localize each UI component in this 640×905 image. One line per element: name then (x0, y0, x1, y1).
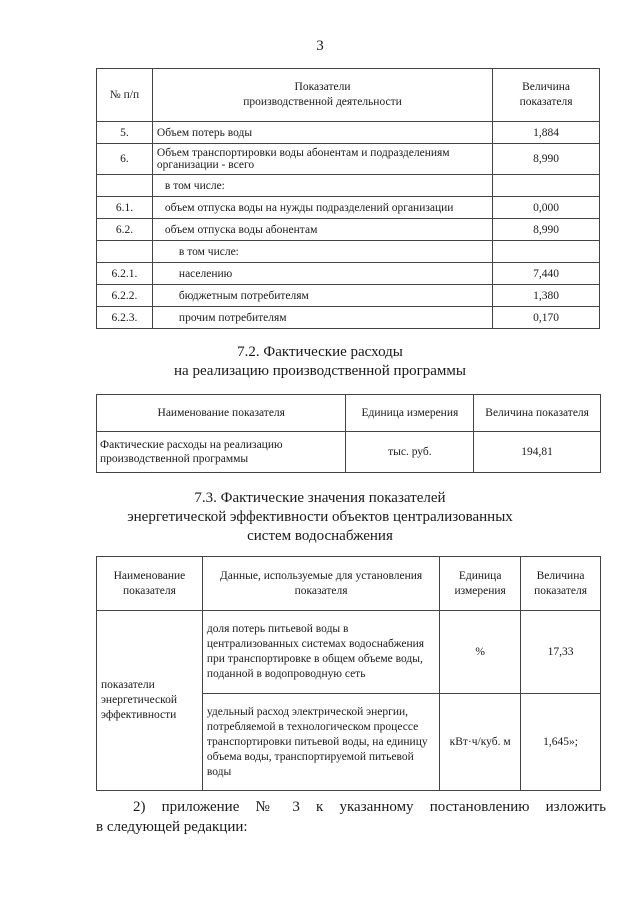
row-value: 1,645»; (521, 694, 601, 791)
header-unit: Единица измерения (440, 557, 521, 611)
row-unit: % (440, 611, 521, 694)
row-value: 194,81 (474, 432, 601, 473)
production-indicators-table (96, 68, 600, 329)
row-value: 17,33 (521, 611, 601, 694)
row-name: в том числе: (152, 175, 492, 197)
row-value: 0,170 (493, 307, 600, 329)
heading-line: систем водоснабжения (247, 528, 393, 544)
row-name: прочим потребителям (152, 307, 492, 329)
table-row (97, 241, 600, 263)
table-row (97, 144, 600, 175)
paragraph-line: в следующей редакции: (96, 819, 248, 835)
header-indicator (152, 69, 492, 122)
table-row (97, 307, 600, 329)
table-row (97, 611, 601, 694)
row-value (493, 241, 600, 263)
header-unit: Единица измерения (346, 395, 474, 432)
row-name: бюджетным потребителям (152, 285, 492, 307)
header-indicator-text: Показатели производственной деятельности (243, 81, 402, 108)
row-number: 6.1. (97, 197, 153, 219)
actual-expenses-table (96, 394, 601, 473)
page-number: 3 (316, 38, 324, 54)
row-value: 1,380 (493, 285, 600, 307)
table-header-row (97, 557, 601, 611)
row-name: объем отпуска воды абонентам (152, 219, 492, 241)
section-7-2-heading (0, 343, 640, 381)
row-unit: тыс. руб. (346, 432, 474, 473)
section-7-3-heading (0, 489, 640, 546)
table-row (97, 197, 600, 219)
table-header-row (97, 69, 600, 122)
row-name: объем отпуска воды на нужды подразделений организации (152, 197, 492, 219)
row-unit: кВт·ч/куб. м (440, 694, 521, 791)
row-number: 6.2.2. (97, 285, 153, 307)
row-data: удельный расход электрической энергии, потребляемой в технологическом процессе транспортировки питьевой воды, на единицу объема воды, транспортируемой питьевой воды (202, 694, 439, 791)
heading-line: на реализацию производственной программы (174, 363, 466, 379)
row-data: доля потерь питьевой воды в централизованных системах водоснабжения при транспортировке в общем объеме воды, поданной в водопроводную сеть (202, 611, 439, 694)
energy-efficiency-table (96, 556, 601, 791)
row-value: 7,440 (493, 263, 600, 285)
heading-line: энергетической эффективности объектов централизованных (127, 509, 513, 525)
row-name: Объем транспортировки воды абонентам и подразделениям организации - всего (152, 144, 492, 175)
table-row (97, 219, 600, 241)
header-data: Данные, используемые для установления показателя (202, 557, 439, 611)
group-name: показатели энергетической эффективности (97, 611, 203, 791)
header-value: Величина показателя (521, 557, 601, 611)
row-number (97, 175, 153, 197)
row-name: Фактические расходы на реализацию производственной программы (97, 432, 346, 473)
table-row (97, 432, 601, 473)
row-value: 0,000 (493, 197, 600, 219)
row-number: 6.2.3. (97, 307, 153, 329)
row-number: 6. (97, 144, 153, 175)
row-value: 1,884 (493, 122, 600, 144)
row-number (97, 241, 153, 263)
table-row (97, 285, 600, 307)
table-row (97, 175, 600, 197)
header-indicator-name: Наименование показателя (97, 557, 203, 611)
row-name: населению (152, 263, 492, 285)
row-name: в том числе: (152, 241, 492, 263)
header-indicator-name: Наименование показателя (97, 395, 346, 432)
row-number: 6.2.1. (97, 263, 153, 285)
header-value (493, 69, 600, 122)
row-name: Объем потерь воды (152, 122, 492, 144)
body-paragraph (96, 797, 606, 837)
paragraph-line: 2) приложение № 3 к указанному постановлению изложить (133, 799, 606, 815)
header-value-text: Величина показателя (519, 81, 573, 108)
heading-line: 7.2. Фактические расходы (237, 344, 403, 360)
table-header-row (97, 395, 601, 432)
table-row (97, 122, 600, 144)
row-value (493, 175, 600, 197)
row-value: 8,990 (493, 219, 600, 241)
row-value: 8,990 (493, 144, 600, 175)
header-number: № п/п (97, 69, 153, 122)
header-value: Величина показателя (474, 395, 601, 432)
heading-line: 7.3. Фактические значения показателей (194, 490, 446, 506)
table-row (97, 263, 600, 285)
row-number: 6.2. (97, 219, 153, 241)
row-number: 5. (97, 122, 153, 144)
